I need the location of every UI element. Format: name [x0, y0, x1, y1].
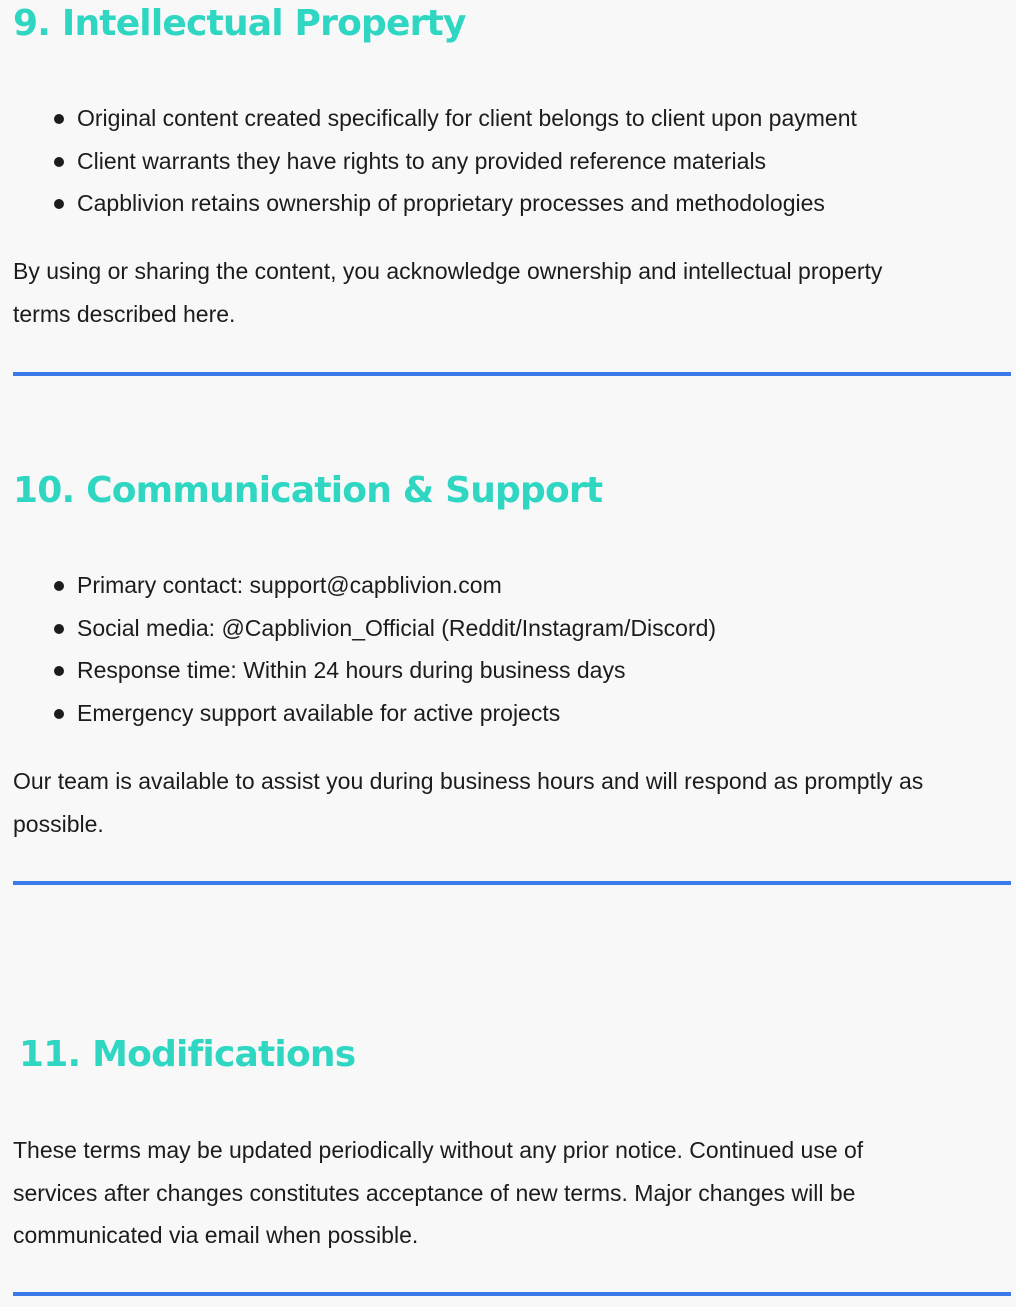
list-item: Response time: Within 24 hours during business days [0, 649, 716, 692]
paragraph-line: terms described here. [13, 300, 236, 327]
list-item: Primary contact: support@capblivion.com [0, 564, 716, 607]
list-item: Social media: @Capblivion_Official (Reddit/Instagram/Discord) [0, 607, 716, 650]
intellectual-property-list [0, 97, 857, 225]
paragraph-line: services after changes constitutes acceptance of new terms. Major changes will be [13, 1179, 856, 1206]
list-item: Capblivion retains ownership of proprietary processes and methodologies [0, 182, 857, 225]
section-divider [13, 881, 1011, 885]
section-divider [13, 1292, 1011, 1296]
paragraph-line: communicated via email when possible. [13, 1222, 419, 1248]
list-item: Emergency support available for active projects [0, 692, 716, 735]
paragraph-line: By using or sharing the content, you acknowledge ownership and intellectual property [13, 258, 883, 284]
list-item: Original content created specifically for client belongs to client upon payment [0, 97, 857, 140]
intellectual-property-paragraph [13, 250, 882, 335]
modifications-paragraph [13, 1129, 863, 1257]
section-heading-modifications: 11. Modifications [19, 1034, 356, 1075]
section-heading-communication-support: 10. Communication & Support [13, 470, 603, 511]
communication-support-paragraph [13, 760, 923, 845]
communication-support-list [0, 564, 716, 735]
list-item: Client warrants they have rights to any provided reference materials [0, 140, 857, 183]
paragraph-line: possible. [13, 810, 104, 837]
section-heading-intellectual-property: 9. Intellectual Property [13, 3, 466, 44]
paragraph-line: Our team is available to assist you during business hours and will respond as promptly as [13, 768, 924, 794]
paragraph-line: These terms may be updated periodically without any prior notice. Continued use of [13, 1137, 864, 1163]
section-divider [13, 372, 1011, 376]
